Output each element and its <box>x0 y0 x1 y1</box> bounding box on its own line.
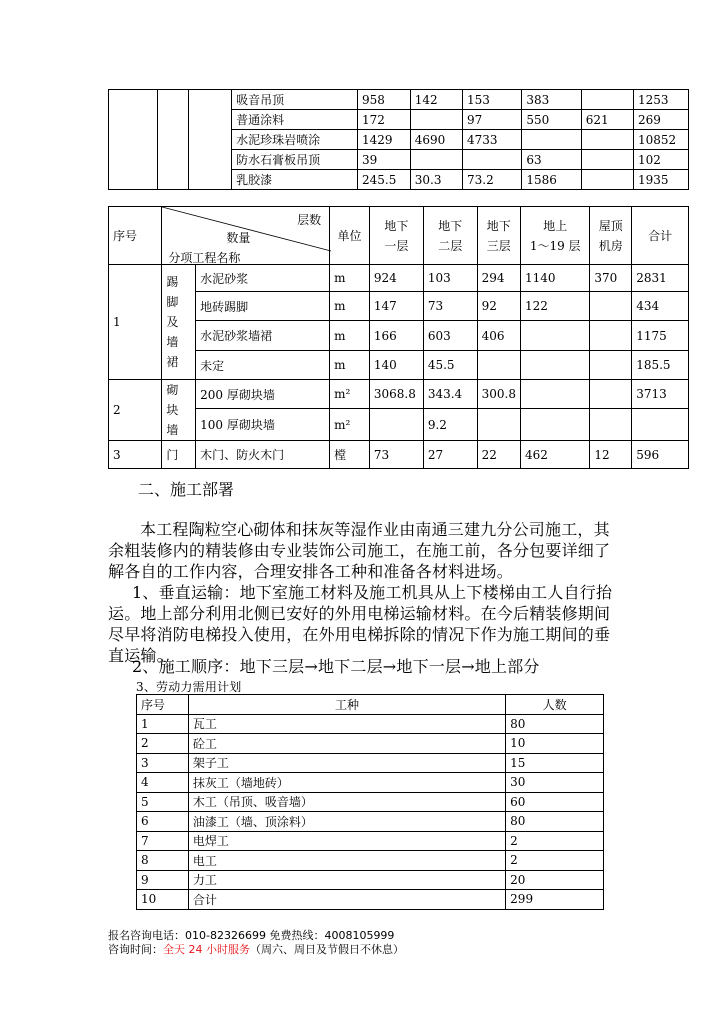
table2-seq: 3 <box>109 441 162 469</box>
labor-seq: 3 <box>137 753 189 773</box>
labor-trade: 油漆工（墙、顶涂料） <box>188 812 505 832</box>
table1-cell: 普通涂料 <box>232 110 358 130</box>
labor-seq: 5 <box>137 792 189 812</box>
header-seq: 序号 <box>109 207 162 265</box>
table1-blank-cell <box>109 90 158 190</box>
table1-cell: 550 <box>522 110 581 130</box>
table1-row <box>109 90 689 110</box>
header-unit: 单位 <box>330 207 370 265</box>
labor-row <box>137 890 604 910</box>
table2-cell: 166 <box>369 321 423 351</box>
table2-cell: 300.8 <box>477 380 520 409</box>
table2-cell: 45.5 <box>423 351 477 380</box>
table1-cell <box>581 150 633 170</box>
labor-row <box>137 870 604 890</box>
labor-count: 20 <box>506 870 604 890</box>
labor-count: 60 <box>506 792 604 812</box>
table1-cell: 4690 <box>410 130 462 150</box>
table2-seq: 1 <box>109 265 162 380</box>
labor-row <box>137 792 604 812</box>
table2-cell: 924 <box>369 265 423 292</box>
footer-hours-highlight: 全天 24 小时服务 <box>163 943 250 956</box>
table1-cell: 142 <box>410 90 462 110</box>
table2-cell: 地砖踢脚 <box>196 292 330 321</box>
table1-cell: 153 <box>463 90 522 110</box>
table2-cell: 596 <box>632 441 689 469</box>
table2-cell: 200 厚砌块墙 <box>196 380 330 409</box>
table2-cell: 未定 <box>196 351 330 380</box>
table1-cell <box>581 90 633 110</box>
table2-row <box>109 292 689 321</box>
paragraph-construction-order: 2、施工顺序：地下三层→地下二层→地下一层→地上部分 <box>132 657 540 676</box>
section-title: 二、施工部署 <box>138 480 235 499</box>
table2-cell <box>520 409 589 441</box>
table2-row <box>109 380 689 409</box>
table1-cell: 乳胶漆 <box>232 170 358 190</box>
labor-seq: 6 <box>137 812 189 832</box>
labor-count: 80 <box>506 714 604 734</box>
table1-cell: 1429 <box>358 130 411 150</box>
table2-cell: m² <box>330 409 370 441</box>
table1-cell <box>410 150 462 170</box>
table1-cell <box>581 130 633 150</box>
table2-cell: 185.5 <box>632 351 689 380</box>
header-floors: 层数 <box>297 213 322 227</box>
paragraph-vertical-transport: 1、垂直运输：地下室施工材料及施工机具从上下楼梯由工人自行抬运。地上部分利用北侧已安好的外用电梯运输材料。在今后精装修期间尽早将消防电梯投入使用，在外用电梯拆除的情况下作为施工期间的垂直运输。 <box>108 583 613 665</box>
table-finish-items <box>108 89 689 190</box>
table2-cell: 140 <box>369 351 423 380</box>
table2-cell: m <box>330 351 370 380</box>
header-diagonal-cell <box>162 207 330 265</box>
table2-cell: 122 <box>520 292 589 321</box>
table2-cell: 3068.8 <box>369 380 423 409</box>
labor-plan-title: 3、劳动力需用计划 <box>136 680 242 694</box>
table1-cell: 102 <box>633 150 688 170</box>
table2-cell <box>590 380 632 409</box>
labor-row <box>137 773 604 793</box>
table2-cell: 603 <box>423 321 477 351</box>
table1-cell: 172 <box>358 110 411 130</box>
table2-cell: 水泥砂浆 <box>196 265 330 292</box>
labor-row <box>137 812 604 832</box>
labor-row <box>137 851 604 871</box>
table1-cell: 269 <box>633 110 688 130</box>
labor-seq: 8 <box>137 851 189 871</box>
table1-cell: 1586 <box>522 170 581 190</box>
header-item-name: 分项工程名称 <box>168 251 241 265</box>
labor-count: 30 <box>506 773 604 793</box>
table-header-row <box>109 207 689 265</box>
labor-trade: 电焊工 <box>188 831 505 851</box>
labor-row <box>137 734 604 754</box>
table1-cell: 吸音吊顶 <box>232 90 358 110</box>
table2-cell: 1175 <box>632 321 689 351</box>
table2-cell <box>632 409 689 441</box>
table1-cell: 621 <box>581 110 633 130</box>
table2-cell: 343.4 <box>423 380 477 409</box>
table1-blank-cell <box>157 90 188 190</box>
table2-cell <box>590 321 632 351</box>
table1-cell: 39 <box>358 150 411 170</box>
table1-blank-cell <box>188 90 231 190</box>
table2-cell: 73 <box>423 292 477 321</box>
labor-trade: 架子工 <box>188 753 505 773</box>
table2-cell: 27 <box>423 441 477 469</box>
labor-seq: 1 <box>137 714 189 734</box>
table2-cell <box>477 351 520 380</box>
table2-category: 门 <box>162 441 196 469</box>
footer-contact: 报名咨询电话：010-82326699 免费热线：4008105999 <box>108 929 395 942</box>
labor-row <box>137 753 604 773</box>
table-skirting-walls-doors <box>108 206 689 469</box>
labor-trade: 瓦工 <box>188 714 505 734</box>
table1-cell <box>581 170 633 190</box>
table2-cell: 12 <box>590 441 632 469</box>
header-roof: 屋顶 机房 <box>590 207 632 265</box>
labor-seq: 10 <box>137 890 189 910</box>
table2-seq: 2 <box>109 380 162 441</box>
table1-cell: 73.2 <box>463 170 522 190</box>
labor-seq: 2 <box>137 734 189 754</box>
table2-cell <box>369 409 423 441</box>
labor-trade: 力工 <box>188 870 505 890</box>
table1-cell: 383 <box>522 90 581 110</box>
labor-trade: 电工 <box>188 851 505 871</box>
table2-cell: 462 <box>520 441 589 469</box>
labor-trade: 抹灰工（墙地砖） <box>188 773 505 793</box>
table2-row <box>109 351 689 380</box>
table2-cell: m² <box>330 380 370 409</box>
labor-count: 10 <box>506 734 604 754</box>
table2-cell: 9.2 <box>423 409 477 441</box>
labor-row <box>137 714 604 734</box>
labor-trade: 合计 <box>188 890 505 910</box>
table1-cell: 1935 <box>633 170 688 190</box>
labor-row <box>137 831 604 851</box>
header-b1: 地下 一层 <box>369 207 423 265</box>
table2-category: 砌 块 墙 <box>162 380 196 441</box>
labor-header-row <box>137 695 604 715</box>
labor-trade: 砼工 <box>188 734 505 754</box>
table2-cell <box>520 380 589 409</box>
table2-cell: 103 <box>423 265 477 292</box>
table2-cell: 92 <box>477 292 520 321</box>
table2-cell: m <box>330 292 370 321</box>
table2-cell <box>520 321 589 351</box>
header-above-ground: 地上 1～19 层 <box>520 207 589 265</box>
table2-row <box>109 265 689 292</box>
table1-cell: 245.5 <box>358 170 411 190</box>
table2-row <box>109 409 689 441</box>
labor-seq: 7 <box>137 831 189 851</box>
labor-header-trade: 工种 <box>188 695 505 715</box>
header-b3: 地下 三层 <box>477 207 520 265</box>
table2-cell: 水泥砂浆墙裙 <box>196 321 330 351</box>
labor-count: 80 <box>506 812 604 832</box>
table2-cell <box>520 351 589 380</box>
table2-cell: 2831 <box>632 265 689 292</box>
table2-cell: 147 <box>369 292 423 321</box>
table2-cell <box>477 409 520 441</box>
table1-cell: 1253 <box>633 90 688 110</box>
header-quantity: 数量 <box>226 231 251 245</box>
table1-cell: 10852 <box>633 130 688 150</box>
table2-cell: 22 <box>477 441 520 469</box>
table1-cell: 水泥珍珠岩喷涂 <box>232 130 358 150</box>
table1-cell <box>410 110 462 130</box>
labor-header-count: 人数 <box>506 695 604 715</box>
table2-cell: 434 <box>632 292 689 321</box>
table2-cell <box>590 292 632 321</box>
labor-count: 2 <box>506 831 604 851</box>
paragraph-intro: 本工程陶粒空心砌体和抹灰等湿作业由南通三建九分公司施工，其余粗装修内的精装修由专业装饰公司施工，在施工前，各分包要详细了解各自的工作内容，合理安排各工种和准备各材料进场。 <box>108 520 611 581</box>
table2-cell <box>590 351 632 380</box>
footer-hours-prefix: 咨询时间： <box>108 943 163 956</box>
table2-category: 踢 脚 及 墙 裙 <box>162 265 196 380</box>
table2-cell <box>590 409 632 441</box>
table1-cell: 4733 <box>463 130 522 150</box>
table1-cell <box>522 130 581 150</box>
labor-header-seq: 序号 <box>137 695 189 715</box>
table1-cell: 97 <box>463 110 522 130</box>
table1-cell: 63 <box>522 150 581 170</box>
table2-cell: m <box>330 265 370 292</box>
labor-count: 299 <box>506 890 604 910</box>
table2-cell: 3713 <box>632 380 689 409</box>
header-total: 合计 <box>632 207 689 265</box>
header-b2: 地下 二层 <box>423 207 477 265</box>
labor-seq: 4 <box>137 773 189 793</box>
table2-cell: 294 <box>477 265 520 292</box>
table2-row <box>109 321 689 351</box>
table2-cell: 樘 <box>330 441 370 469</box>
table2-cell: 100 厚砌块墙 <box>196 409 330 441</box>
labor-count: 2 <box>506 851 604 871</box>
table2-cell: 406 <box>477 321 520 351</box>
table2-cell: 木门、防火木门 <box>196 441 330 469</box>
table2-cell: m <box>330 321 370 351</box>
table1-cell <box>463 150 522 170</box>
footer-hours <box>108 941 404 957</box>
labor-count: 15 <box>506 753 604 773</box>
table-labor-plan <box>136 694 604 910</box>
table1-cell: 防水石膏板吊顶 <box>232 150 358 170</box>
table2-cell: 1140 <box>520 265 589 292</box>
labor-seq: 9 <box>137 870 189 890</box>
labor-trade: 木工（吊顶、吸音墙） <box>188 792 505 812</box>
table2-row <box>109 441 689 469</box>
table1-cell: 958 <box>358 90 411 110</box>
table2-cell: 73 <box>369 441 423 469</box>
table1-cell: 30.3 <box>410 170 462 190</box>
footer-hours-suffix: （周六、周日及节假日不休息） <box>250 943 404 956</box>
table2-cell: 370 <box>590 265 632 292</box>
